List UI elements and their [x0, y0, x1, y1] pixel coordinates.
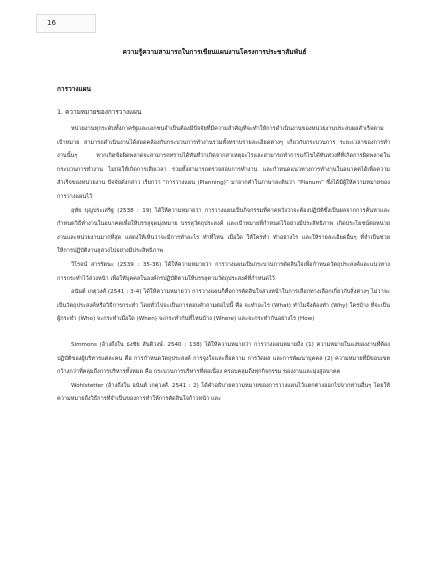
document-title: ความรู้ความสามารถในการเขียนแผนงานโครงการประชาสัมพันธ์	[122, 48, 307, 56]
paragraph-simmons: Simmons (อ้างถึงใน ธงชัย สันติวงษ์. 2540 : 138) ได้ให้ความหมายว่า การวางแผนหมายถึง (1) ความหมายในแง่ของงานที่ต้องปฏิบัติของผู้บริหารแต่ละคน คือ การกำหนดวัตถุประสงค์ การจูงใจและสื่อความ การวัดผล และการพัฒนาบุคคล (2) ความหมายที่มีขอบเขตกว้างกว่าที่คลุมถึงการบริหารทั้งหมด คือ กระบวนการบริหารที่ต่อเนื่อง ครอบคลุมถึงทุกกิจกรรม ของงานและมุ่งสู่อนาคต	[57, 341, 390, 376]
paragraph-virote: วีโรจน์ สารรัตนะ (2539 : 35-36) ได้ให้ความหมายว่า การวางแผนเป็นกระบวนการตัดสินใจเพื่อกำหนดวัตถุประสงค์และแนวทางการกระทำไว้ล่วงหน้า เพื่อให้บุคคลในองค์กรปฏิบัติตามให้บรรลุตามวัตถุประสงค์ที่กำหนดไว้	[57, 261, 390, 282]
paragraph-wohlstetter: Wohlstetter (อ้างถึงใน อนันต์ เกตุวงศ์. 2541 : 2) ได้คำอธิบายความหมายของการวางแผนไว้แตกต่างออกไปจากท่านอื่นๆ โดยให้ความหมายถึงวิธีการที่จำเป็นของการทำให้การตัดสินใจก้าวหน้า และ	[57, 382, 390, 403]
sub-heading: 1. ความหมายของการวางแผน	[57, 108, 142, 116]
paragraph-intro: หน่วยงานทุกระดับทั้งภาครัฐและเอกชนจำเป็นต้องมีปัจจัยที่มีความสำคัญที่จะทำให้การดำเนินงานของหน่วยงานประสบผลสำเร็จตามเป้าหมาย สามารถดำเนินงานได้สอดคล้องกับกระบวนการทำงานรวมทั้งทราบรายละเอียดต่างๆ เกี่ยวกับกระบวนการ ระยะเวลาของการทำงานนั้นๆ หากเกิดข้อผิดพลาดจะสามารถทราบได้ทันทีว่าเกิดจากสาเหตุอะไรและสามารถทำการแก้ไขได้ทันท่วงทีที่เกิดการผิดพลาดในกระบวนการทำงาน ไม่ก่อให้เกิดการเสียเวลา รวมทั้งสามารถตรวจสอบการทำงาน และกำหนดแนวทางการทำงานในอนาคตได้เพื่อความสำเร็จของหน่วยงาน ปัจจัยดังกล่าว เรียกว่า “การวางแผน (Planning)” มาจากคำในภาษาละตินว่า “Planum” ซึ่งได้มีผู้ให้ความหมายของการวางแผนไว้	[57, 126, 390, 200]
document-body	[57, 84, 390, 407]
paragraph-gap	[57, 327, 390, 339]
section-heading: การวางแผน	[57, 85, 91, 93]
paragraph-anan: อนันต์ เกตุวงศ์ (2541 : 3-4) ได้ให้ความหมายว่า การวางแผนก็คือการตัดสินใจล่วงหน้าในการเลือกทางเลือกเกี่ยวกับสิ่งต่างๆ ไม่ว่าจะเป็นวัตถุประสงค์หรือวิธีการกระทำ โดยทั่วไปจะเป็นการตอบคำถามต่อไปนี้ คือ จะทำอะไร (What) ทำไมจึงต้องทำ (Why) ใครบ้าง ที่จะเป็นผู้กระทำ (Who) จะกระทำเมื่อใด (When) จะกระทำกันที่ไหนบ้าง (Where) และจะกระทำกันอย่างไร (How)	[57, 289, 390, 323]
paragraph-uthai: อุทัย บุญประเสริฐ (2538 : 19) ได้ให้ความหมายว่า การวางแผนเป็นกิจกรรมที่คาดหวังว่าจะต้องปฏิบัติซึ่งเป็นผลจากการค้นหาและกำหนดวิธีทำงานในอนาคตเพื่อให้บรรลุจุดมุ่งหมาย บรรลุวัตถุประสงค์ และเป้าหมายที่กำหนดไว้อย่างมีประสิทธิภาพ เกิดประโยชน์ต่อหน่วยงานและหน่วยงานมากที่สุด แสดงให้เห็นว่าจะมีการทำอะไร ทำที่ไหน เมื่อใด ให้ใครทำ ทำอย่างไร และให้รายละเอียดอื่นๆ ที่จำเป็นช่วยให้การปฏิบัติงานลุล่วงไปอย่างมีประสิทธิภาพ	[57, 207, 390, 255]
page-number: 16	[36, 14, 96, 33]
